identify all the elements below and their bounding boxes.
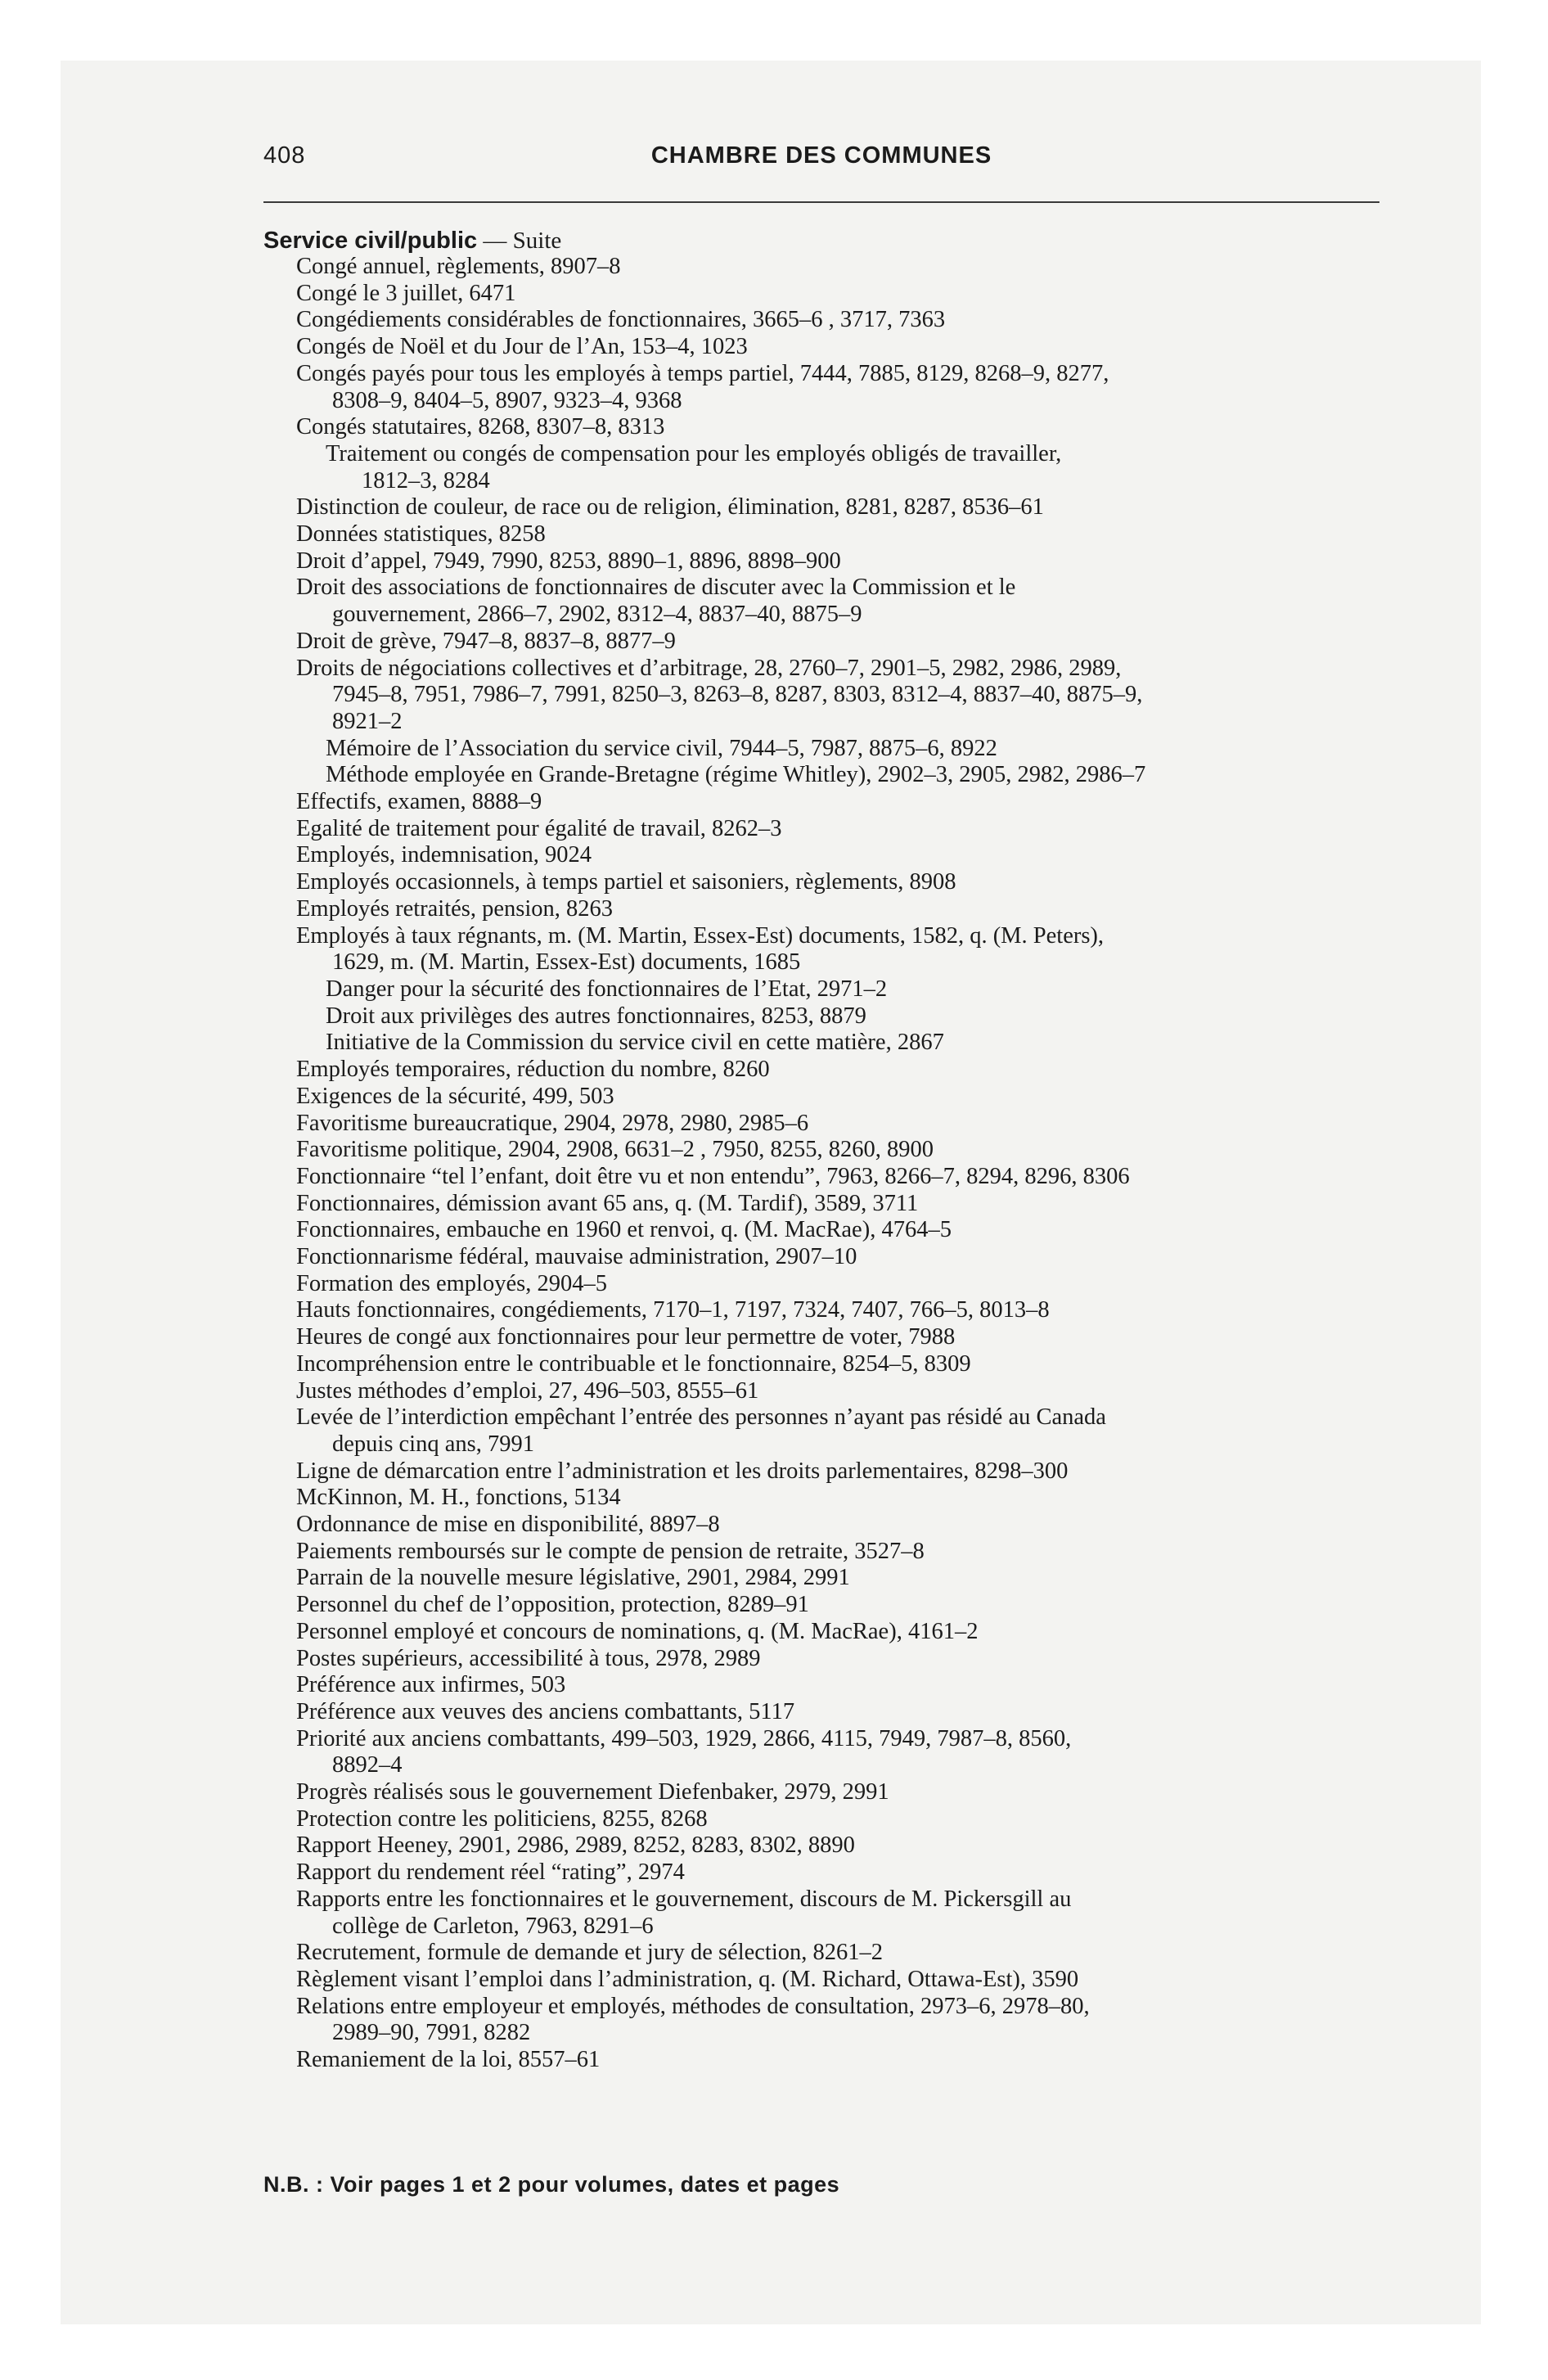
index-entry: Relations entre employeur et employés, méthodes de consultation, 2973–6, 2978–80,: [296, 1993, 1090, 2019]
index-entry: Effectifs, examen, 8888–9: [296, 789, 542, 815]
index-entry: Progrès réalisés sous le gouvernement Diefenbaker, 2979, 2991: [296, 1779, 889, 1805]
index-entry: Droit d’appel, 7949, 7990, 8253, 8890–1, 8896, 8898–900: [296, 548, 841, 574]
index-entry: Employés temporaires, réduction du nombre, 8260: [296, 1057, 770, 1083]
index-subentry: Droit aux privilèges des autres fonctionnaires, 8253, 8879: [326, 1003, 866, 1029]
index-entry: Recrutement, formule de demande et jury de sélection, 8261–2: [296, 1940, 884, 1966]
index-entry: Hauts fonctionnaires, congédiements, 7170–1, 7197, 7324, 7407, 766–5, 8013–8: [296, 1297, 1050, 1323]
index-entry-continuation: 8921–2: [332, 708, 403, 734]
index-entry: Fonctionnarisme fédéral, mauvaise administration, 2907–10: [296, 1244, 857, 1270]
index-entry: Préférence aux infirmes, 503: [296, 1672, 566, 1698]
index-entry: Préférence aux veuves des anciens combattants, 5117: [296, 1698, 795, 1724]
index-entry: Congés de Noël et du Jour de l’An, 153–4, 1023: [296, 334, 748, 360]
index-entry: Rapport du rendement réel “rating”, 2974: [296, 1859, 685, 1886]
index-subentry: Danger pour la sécurité des fonctionnaires de l’Etat, 2971–2: [326, 976, 888, 1002]
index-entry: Fonctionnaires, démission avant 65 ans, q. (M. Tardif), 3589, 3711: [296, 1190, 919, 1216]
index-entry: Personnel employé et concours de nominations, q. (M. MacRae), 4161–2: [296, 1618, 979, 1644]
index-entry: Remaniement de la loi, 8557–61: [296, 2047, 601, 2073]
index-entry-continuation: 8892–4: [332, 1752, 403, 1778]
index-entry: Droits de négociations collectives et d’arbitrage, 28, 2760–7, 2901–5, 2982, 2986, 2989,: [296, 655, 1122, 681]
index-entry: Levée de l’interdiction empêchant l’entrée des personnes n’ayant pas résidé au Canada: [296, 1404, 1106, 1431]
index-entry: Règlement visant l’emploi dans l’administration, q. (M. Richard, Ottawa-Est), 3590: [296, 1967, 1079, 1992]
index-entry: Droit des associations de fonctionnaires de discuter avec la Commission et le: [296, 575, 1016, 601]
header-rule: [263, 201, 1379, 203]
index-entry: Incompréhension entre le contribuable et le fonctionnaire, 8254–5, 8309: [296, 1350, 971, 1377]
section-suffix: — Suite: [477, 228, 562, 254]
index-entry: Favoritisme bureaucratique, 2904, 2978, 2980, 2985–6: [296, 1110, 809, 1136]
index-entry-continuation: 8308–9, 8404–5, 8907, 9323–4, 9368: [332, 387, 682, 413]
index-entry: Données statistiques, 8258: [296, 521, 546, 548]
index-entry: Exigences de la sécurité, 499, 503: [296, 1083, 614, 1109]
footer-note: N.B. : Voir pages 1 et 2 pour volumes, dates et pages: [263, 2172, 840, 2197]
index-entry: Protection contre les politiciens, 8255, 8268: [296, 1805, 708, 1832]
index-entry: Ordonnance de mise en disponibilité, 8897–8: [296, 1512, 720, 1538]
index-entry: Distinction de couleur, de race ou de religion, élimination, 8281, 8287, 8536–61: [296, 494, 1044, 521]
index-entry: McKinnon, M. H., fonctions, 5134: [296, 1485, 621, 1511]
index-subentry: Traitement ou congés de compensation pour les employés obligés de travailler,: [326, 440, 1062, 467]
index-entry: Fonctionnaires, embauche en 1960 et renvoi, q. (M. MacRae), 4764–5: [296, 1217, 952, 1243]
index-entry: Heures de congé aux fonctionnaires pour leur permettre de voter, 7988: [296, 1324, 956, 1350]
index-entry: Fonctionnaire “tel l’enfant, doit être vu et non entendu”, 7963, 8266–7, 8294, 8296, 8306: [296, 1163, 1130, 1189]
index-entry: Congé annuel, règlements, 8907–8: [296, 254, 621, 279]
page-header: [263, 142, 1379, 182]
index-entry: Ligne de démarcation entre l’administration et les droits parlementaires, 8298–300: [296, 1458, 1069, 1484]
index-entry: Congés statutaires, 8268, 8307–8, 8313: [296, 414, 665, 440]
index-entry-continuation: 2989–90, 7991, 8282: [332, 2020, 531, 2046]
index-entry: Employés à taux régnants, m. (M. Martin, Essex-Est) documents, 1582, q. (M. Peters),: [296, 922, 1105, 949]
index-entry: Employés occasionnels, à temps partiel et saisoniers, règlements, 8908: [296, 869, 956, 895]
index-subentry: Méthode employée en Grande-Bretagne (régime Whitley), 2902–3, 2905, 2982, 2986–7: [326, 762, 1146, 788]
index-entry: Paiements remboursés sur le compte de pension de retraite, 3527–8: [296, 1538, 925, 1564]
index-entry: Egalité de traitement pour égalité de travail, 8262–3: [296, 815, 782, 841]
index-entry: Personnel du chef de l’opposition, protection, 8289–91: [296, 1592, 809, 1618]
index-entry: Rapports entre les fonctionnaires et le gouvernement, discours de M. Pickersgill au: [296, 1886, 1072, 1912]
index-entry-continuation: gouvernement, 2866–7, 2902, 8312–4, 8837–40, 8875–9: [332, 602, 862, 628]
index-entry: Justes méthodes d’emploi, 27, 496–503, 8555–61: [296, 1377, 759, 1404]
index-entry: Favoritisme politique, 2904, 2908, 6631–2 , 7950, 8255, 8260, 8900: [296, 1137, 934, 1163]
index-entry: Postes supérieurs, accessibilité à tous, 2978, 2989: [296, 1645, 761, 1671]
index-entry: Rapport Heeney, 2901, 2986, 2989, 8252, 8283, 8302, 8890: [296, 1832, 855, 1859]
index-entry: Congédiements considérables de fonctionnaires, 3665–6 , 3717, 7363: [296, 307, 946, 333]
index-entry: Formation des employés, 2904–5: [296, 1270, 607, 1296]
index-entries: [296, 254, 1384, 2074]
index-entry: Congés payés pour tous les employés à temps partiel, 7444, 7885, 8129, 8268–9, 8277,: [296, 360, 1109, 386]
index-entry-continuation: collège de Carleton, 7963, 8291–6: [332, 1913, 654, 1939]
section-heading: [263, 228, 561, 255]
page-number: 408: [263, 142, 306, 169]
index-entry: Droit de grève, 7947–8, 8837–8, 8877–9: [296, 628, 676, 654]
index-entry: Employés, indemnisation, 9024: [296, 842, 592, 868]
index-subentry: Mémoire de l’Association du service civil, 7944–5, 7987, 8875–6, 8922: [326, 735, 997, 761]
index-entry-continuation: depuis cinq ans, 7991: [332, 1431, 534, 1457]
index-entry-continuation: 1629, m. (M. Martin, Essex-Est) documents, 1685: [332, 949, 801, 976]
index-subentry: Initiative de la Commission du service civil en cette matière, 2867: [326, 1030, 944, 1056]
index-entry: Parrain de la nouvelle mesure législative, 2901, 2984, 2991: [296, 1565, 850, 1591]
page-title: CHAMBRE DES COMMUNES: [650, 142, 992, 169]
index-entry-continuation: 7945–8, 7951, 7986–7, 7991, 8250–3, 8263–8, 8287, 8303, 8312–4, 8837–40, 8875–9,: [332, 682, 1143, 708]
index-entry: Employés retraités, pension, 8263: [296, 895, 614, 922]
index-entry-continuation: 1812–3, 8284: [362, 467, 490, 494]
index-entry: Priorité aux anciens combattants, 499–503, 1929, 2866, 4115, 7949, 7987–8, 8560,: [296, 1725, 1072, 1751]
index-entry: Congé le 3 juillet, 6471: [296, 280, 516, 306]
section-name: Service civil/public: [263, 228, 478, 254]
